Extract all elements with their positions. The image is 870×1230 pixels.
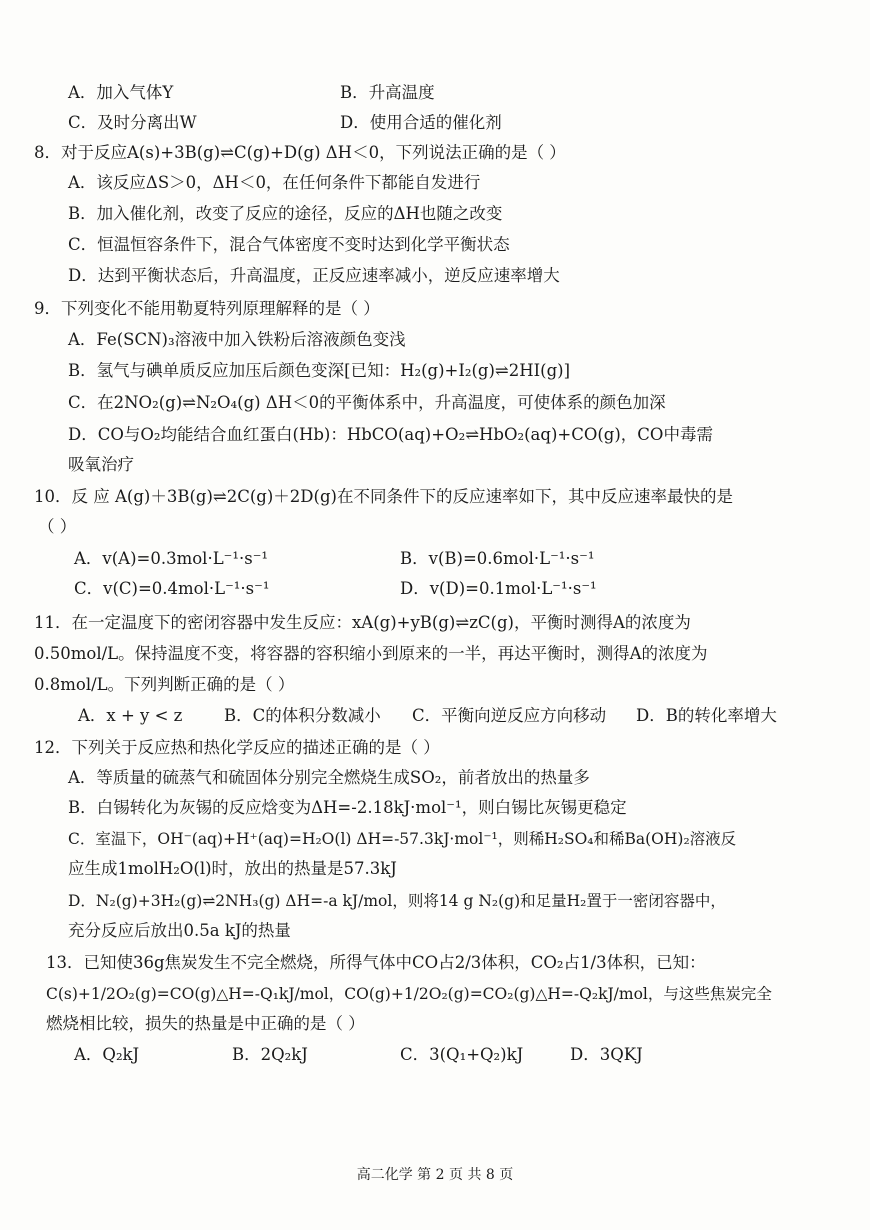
- q7-option-a: A．加入气体Y: [68, 83, 174, 102]
- q10-option-c: C．v(C)=0.4mol·L⁻¹·s⁻¹: [74, 579, 270, 598]
- q11-line-1: 11．在一定温度下的密闭容器中发生反应：xA(g)+yB(g)⇌zC(g)，平衡时测得A的浓度为: [34, 613, 691, 632]
- q12-option-d-cont: 充分反应后放出0.5a kJ的热量: [68, 921, 291, 940]
- q11-option-d: D．B的转化率增大: [636, 706, 777, 725]
- q12-stem: 12．下列关于反应热和热化学反应的描述正确的是（ ）: [34, 738, 440, 757]
- q13-option-d: D．3QKJ: [570, 1045, 643, 1064]
- q10-option-a: A．v(A)=0.3mol·L⁻¹·s⁻¹: [74, 549, 269, 568]
- q9-option-a: A．Fe(SCN)₃溶液中加入铁粉后溶液颜色变浅: [68, 330, 406, 349]
- q10-stem-paren: （ ）: [38, 517, 77, 536]
- q8-option-b: B．加入催化剂，改变了反应的途径，反应的ΔH也随之改变: [68, 204, 503, 223]
- q13-option-b: B．2Q₂kJ: [232, 1045, 308, 1064]
- q12-option-c-cont: 应生成1molH₂O(l)时，放出的热量是57.3kJ: [68, 859, 397, 878]
- q8-stem: 8．对于反应A(s)+3B(g)⇌C(g)+D(g) ΔH＜0，下列说法正确的是（ ）: [34, 143, 566, 162]
- q8-option-d: D．达到平衡状态后，升高温度，正反应速率减小，逆反应速率增大: [68, 266, 560, 285]
- q8-option-c: C．恒温恒容条件下，混合气体密度不变时达到化学平衡状态: [68, 235, 510, 254]
- q12-option-a: A．等质量的硫蒸气和硫固体分别完全燃烧生成SO₂，前者放出的热量多: [68, 768, 590, 787]
- q7-option-d: D．使用合适的催化剂: [340, 113, 502, 132]
- q10-option-b: B．v(B)=0.6mol·L⁻¹·s⁻¹: [400, 549, 595, 568]
- q12-option-c: C．室温下，OH⁻(aq)+H⁺(aq)=H₂O(l) ΔH=-57.3kJ·mol⁻¹，则稀H₂SO₄和稀Ba(OH)₂溶液反: [68, 830, 737, 848]
- q9-option-d-cont: 吸氧治疗: [68, 455, 134, 474]
- q11-line-2: 0.50mol/L。保持温度不变，将容器的容积缩小到原来的一半，再达平衡时，测得A的浓度为: [34, 644, 708, 663]
- q13-line-2: C(s)+1/2O₂(g)=CO(g)△H=-Q₁kJ/mol，CO(g)+1/2O₂(g)=CO₂(g)△H=-Q₂kJ/mol，与这些焦炭完全: [46, 985, 772, 1003]
- q8-option-a: A．该反应ΔS＞0，ΔH＜0，在任何条件下都能自发进行: [68, 173, 481, 192]
- q9-stem: 9．下列变化不能用勒夏特列原理解释的是（ ）: [34, 299, 380, 318]
- q13-line-3: 燃烧相比较，损失的热量是中正确的是（ ）: [46, 1014, 365, 1033]
- q11-option-c: C．平衡向逆反应方向移动: [412, 706, 607, 725]
- q7-option-c: C．及时分离出W: [68, 113, 197, 132]
- q9-option-b: B．氢气与碘单质反应加压后颜色变深[已知：H₂(g)+I₂(g)⇌2HI(g)]: [68, 361, 571, 380]
- q10-option-d: D．v(D)=0.1mol·L⁻¹·s⁻¹: [400, 579, 597, 598]
- q13-line-1: 13．已知使36g焦炭发生不完全燃烧，所得气体中CO占2/3体积，CO₂占1/3体积，已知：: [46, 953, 706, 972]
- q10-stem: 10．反 应 A(g)＋3B(g)⇌2C(g)＋2D(g)在不同条件下的反应速率如下，其中反应速率最快的是: [34, 487, 733, 506]
- q11-option-b: B．C的体积分数减小: [224, 706, 381, 725]
- q7-option-b: B．升高温度: [340, 83, 435, 102]
- q12-option-b: B．白锡转化为灰锡的反应焓变为ΔH=-2.18kJ·mol⁻¹，则白锡比灰锡更稳定: [68, 798, 627, 817]
- q9-option-d: D．CO与O₂均能结合血红蛋白(Hb)：HbCO(aq)+O₂⇌HbO₂(aq)+CO(g)，CO中毒需: [68, 425, 713, 444]
- q11-line-3: 0.8mol/L。下列判断正确的是（ ）: [34, 675, 295, 694]
- q13-option-c: C．3(Q₁+Q₂)kJ: [400, 1045, 524, 1064]
- q12-option-d: D．N₂(g)+3H₂(g)⇌2NH₃(g) ΔH=-a kJ/mol，则将14 g N₂(g)和足量H₂置于一密闭容器中，: [68, 892, 726, 910]
- q11-option-a: A．x + y < z: [78, 706, 183, 725]
- q9-option-c: C．在2NO₂(g)⇌N₂O₄(g) ΔH＜0的平衡体系中，升高温度，可使体系的颜色加深: [68, 393, 666, 412]
- page-footer: 高二化学 第 2 页 共 8 页: [356, 1167, 514, 1183]
- q13-option-a: A．Q₂kJ: [74, 1045, 140, 1064]
